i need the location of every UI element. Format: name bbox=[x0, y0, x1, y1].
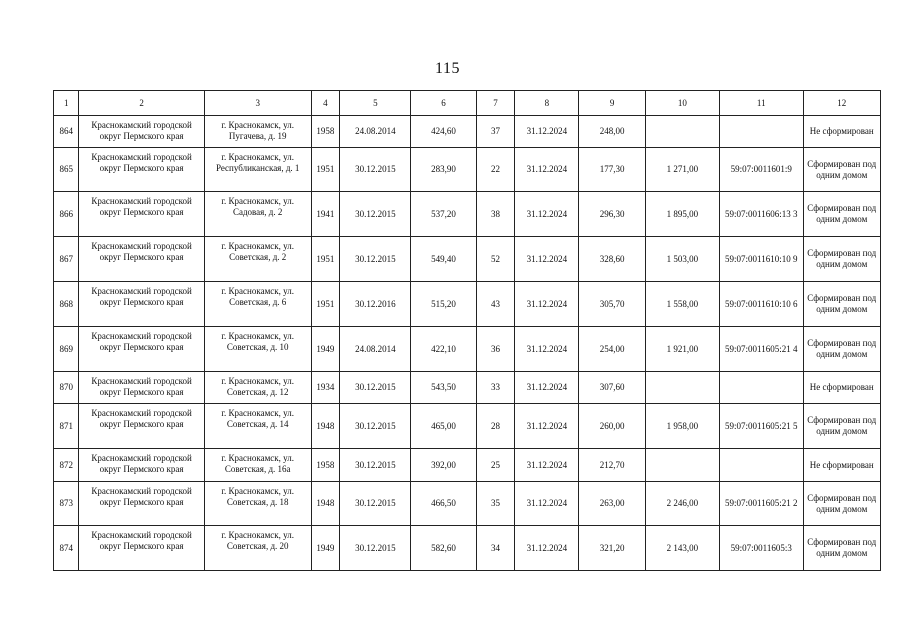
cadastral-number-cell: 59:07:0011610:10 6 bbox=[720, 282, 804, 327]
land-area-cell: 1 558,00 bbox=[645, 282, 719, 327]
address-cell: г. Краснокамск, ул. Советская, д. 20 bbox=[204, 526, 311, 571]
status-cell: Сформирован под одним домом bbox=[803, 282, 881, 327]
organization-cell: Краснокамский городской округ Пермского края bbox=[79, 282, 204, 327]
column-header: 2 bbox=[79, 91, 204, 116]
table-row bbox=[54, 482, 881, 526]
status-cell: Не сформирован bbox=[803, 116, 881, 148]
table-row bbox=[54, 449, 881, 482]
planned-date-cell: 31.12.2024 bbox=[515, 404, 579, 449]
date-cell: 30.12.2015 bbox=[340, 404, 411, 449]
area-cell: 543,50 bbox=[411, 372, 476, 404]
status-cell: Сформирован под одним домом bbox=[803, 327, 881, 372]
land-area-cell bbox=[645, 116, 719, 148]
column-header: 1 bbox=[54, 91, 79, 116]
date-cell: 30.12.2015 bbox=[340, 148, 411, 192]
year-built-cell: 1951 bbox=[311, 237, 340, 282]
land-area-cell: 1 921,00 bbox=[645, 327, 719, 372]
value-cell: 248,00 bbox=[579, 116, 645, 148]
count-cell: 37 bbox=[476, 116, 515, 148]
value-cell: 263,00 bbox=[579, 482, 645, 526]
planned-date-cell: 31.12.2024 bbox=[515, 449, 579, 482]
date-cell: 30.12.2015 bbox=[340, 192, 411, 237]
row-number-cell: 874 bbox=[54, 526, 79, 571]
land-area-cell: 1 895,00 bbox=[645, 192, 719, 237]
area-cell: 537,20 bbox=[411, 192, 476, 237]
cadastral-number-cell: 59:07:0011606:13 3 bbox=[720, 192, 804, 237]
planned-date-cell: 31.12.2024 bbox=[515, 192, 579, 237]
address-cell: г. Краснокамск, ул. Пугачева, д. 19 bbox=[204, 116, 311, 148]
land-area-cell: 1 503,00 bbox=[645, 237, 719, 282]
organization-cell: Краснокамский городской округ Пермского края bbox=[79, 192, 204, 237]
row-number-cell: 867 bbox=[54, 237, 79, 282]
row-number-cell: 872 bbox=[54, 449, 79, 482]
organization-cell: Краснокамский городской округ Пермского края bbox=[79, 237, 204, 282]
year-built-cell: 1951 bbox=[311, 148, 340, 192]
table-header-row bbox=[54, 91, 881, 116]
area-cell: 392,00 bbox=[411, 449, 476, 482]
table-row bbox=[54, 372, 881, 404]
table-row bbox=[54, 526, 881, 571]
row-number-cell: 866 bbox=[54, 192, 79, 237]
planned-date-cell: 31.12.2024 bbox=[515, 482, 579, 526]
cadastral-number-cell: 59:07:0011610:10 9 bbox=[720, 237, 804, 282]
value-cell: 254,00 bbox=[579, 327, 645, 372]
count-cell: 38 bbox=[476, 192, 515, 237]
cadastral-number-cell: 59:07:0011605:21 5 bbox=[720, 404, 804, 449]
area-cell: 466,50 bbox=[411, 482, 476, 526]
page-number: 115 bbox=[435, 60, 460, 77]
address-cell: г. Краснокамск, ул. Советская, д. 2 bbox=[204, 237, 311, 282]
land-area-cell: 1 958,00 bbox=[645, 404, 719, 449]
year-built-cell: 1941 bbox=[311, 192, 340, 237]
date-cell: 30.12.2015 bbox=[340, 372, 411, 404]
table-row bbox=[54, 116, 881, 148]
year-built-cell: 1958 bbox=[311, 449, 340, 482]
count-cell: 25 bbox=[476, 449, 515, 482]
status-cell: Сформирован под одним домом bbox=[803, 482, 881, 526]
value-cell: 307,60 bbox=[579, 372, 645, 404]
organization-cell: Краснокамский городской округ Пермского края bbox=[79, 148, 204, 192]
area-cell: 422,10 bbox=[411, 327, 476, 372]
value-cell: 212,70 bbox=[579, 449, 645, 482]
column-header: 11 bbox=[720, 91, 804, 116]
column-header: 10 bbox=[645, 91, 719, 116]
land-area-cell bbox=[645, 449, 719, 482]
cadastral-number-cell bbox=[720, 372, 804, 404]
table-row bbox=[54, 404, 881, 449]
date-cell: 30.12.2015 bbox=[340, 526, 411, 571]
area-cell: 283,90 bbox=[411, 148, 476, 192]
land-area-cell: 2 246,00 bbox=[645, 482, 719, 526]
column-header: 3 bbox=[204, 91, 311, 116]
address-cell: г. Краснокамск, ул. Советская, д. 18 bbox=[204, 482, 311, 526]
table-row bbox=[54, 148, 881, 192]
date-cell: 30.12.2015 bbox=[340, 237, 411, 282]
year-built-cell: 1949 bbox=[311, 327, 340, 372]
year-built-cell: 1949 bbox=[311, 526, 340, 571]
planned-date-cell: 31.12.2024 bbox=[515, 526, 579, 571]
address-cell: г. Краснокамск, ул. Советская, д. 6 bbox=[204, 282, 311, 327]
row-number-cell: 869 bbox=[54, 327, 79, 372]
status-cell: Сформирован под одним домом bbox=[803, 237, 881, 282]
count-cell: 52 bbox=[476, 237, 515, 282]
table-row bbox=[54, 327, 881, 372]
address-cell: г. Краснокамск, ул. Республиканская, д. 1 bbox=[204, 148, 311, 192]
area-cell: 515,20 bbox=[411, 282, 476, 327]
date-cell: 30.12.2015 bbox=[340, 482, 411, 526]
area-cell: 465,00 bbox=[411, 404, 476, 449]
year-built-cell: 1951 bbox=[311, 282, 340, 327]
count-cell: 35 bbox=[476, 482, 515, 526]
column-header: 8 bbox=[515, 91, 579, 116]
column-header: 9 bbox=[579, 91, 645, 116]
organization-cell: Краснокамский городской округ Пермского края bbox=[79, 449, 204, 482]
cadastral-number-cell: 59:07:0011605:21 2 bbox=[720, 482, 804, 526]
count-cell: 33 bbox=[476, 372, 515, 404]
organization-cell: Краснокамский городской округ Пермского края bbox=[79, 327, 204, 372]
area-cell: 424,60 bbox=[411, 116, 476, 148]
organization-cell: Краснокамский городской округ Пермского края bbox=[79, 526, 204, 571]
column-header: 5 bbox=[340, 91, 411, 116]
status-cell: Сформирован под одним домом bbox=[803, 148, 881, 192]
status-cell: Сформирован под одним домом bbox=[803, 192, 881, 237]
date-cell: 24.08.2014 bbox=[340, 327, 411, 372]
count-cell: 28 bbox=[476, 404, 515, 449]
planned-date-cell: 31.12.2024 bbox=[515, 148, 579, 192]
organization-cell: Краснокамский городской округ Пермского края bbox=[79, 404, 204, 449]
housing-register-table bbox=[53, 90, 881, 571]
count-cell: 34 bbox=[476, 526, 515, 571]
year-built-cell: 1958 bbox=[311, 116, 340, 148]
value-cell: 321,20 bbox=[579, 526, 645, 571]
address-cell: г. Краснокамск, ул. Советская, д. 14 bbox=[204, 404, 311, 449]
status-cell: Не сформирован bbox=[803, 449, 881, 482]
status-cell: Сформирован под одним домом bbox=[803, 404, 881, 449]
address-cell: г. Краснокамск, ул. Советская, д. 16а bbox=[204, 449, 311, 482]
table-row bbox=[54, 192, 881, 237]
cadastral-number-cell bbox=[720, 449, 804, 482]
land-area-cell: 2 143,00 bbox=[645, 526, 719, 571]
row-number-cell: 865 bbox=[54, 148, 79, 192]
organization-cell: Краснокамский городской округ Пермского края bbox=[79, 482, 204, 526]
year-built-cell: 1934 bbox=[311, 372, 340, 404]
value-cell: 260,00 bbox=[579, 404, 645, 449]
planned-date-cell: 31.12.2024 bbox=[515, 327, 579, 372]
value-cell: 296,30 bbox=[579, 192, 645, 237]
date-cell: 24.08.2014 bbox=[340, 116, 411, 148]
column-header: 7 bbox=[476, 91, 515, 116]
table-row bbox=[54, 237, 881, 282]
status-cell: Сформирован под одним домом bbox=[803, 526, 881, 571]
planned-date-cell: 31.12.2024 bbox=[515, 372, 579, 404]
row-number-cell: 868 bbox=[54, 282, 79, 327]
organization-cell: Краснокамский городской округ Пермского края bbox=[79, 372, 204, 404]
year-built-cell: 1948 bbox=[311, 482, 340, 526]
year-built-cell: 1948 bbox=[311, 404, 340, 449]
column-header: 12 bbox=[803, 91, 881, 116]
date-cell: 30.12.2015 bbox=[340, 449, 411, 482]
count-cell: 36 bbox=[476, 327, 515, 372]
land-area-cell bbox=[645, 372, 719, 404]
row-number-cell: 864 bbox=[54, 116, 79, 148]
planned-date-cell: 31.12.2024 bbox=[515, 282, 579, 327]
address-cell: г. Краснокамск, ул. Садовая, д. 2 bbox=[204, 192, 311, 237]
area-cell: 549,40 bbox=[411, 237, 476, 282]
cadastral-number-cell: 59:07:0011605:21 4 bbox=[720, 327, 804, 372]
cadastral-number-cell: 59:07:0011605:3 bbox=[720, 526, 804, 571]
value-cell: 328,60 bbox=[579, 237, 645, 282]
row-number-cell: 871 bbox=[54, 404, 79, 449]
count-cell: 43 bbox=[476, 282, 515, 327]
address-cell: г. Краснокамск, ул. Советская, д. 10 bbox=[204, 327, 311, 372]
planned-date-cell: 31.12.2024 bbox=[515, 237, 579, 282]
land-area-cell: 1 271,00 bbox=[645, 148, 719, 192]
value-cell: 305,70 bbox=[579, 282, 645, 327]
organization-cell: Краснокамский городской округ Пермского края bbox=[79, 116, 204, 148]
table-row bbox=[54, 282, 881, 327]
value-cell: 177,30 bbox=[579, 148, 645, 192]
date-cell: 30.12.2016 bbox=[340, 282, 411, 327]
status-cell: Не сформирован bbox=[803, 372, 881, 404]
column-header: 4 bbox=[311, 91, 340, 116]
address-cell: г. Краснокамск, ул. Советская, д. 12 bbox=[204, 372, 311, 404]
planned-date-cell: 31.12.2024 bbox=[515, 116, 579, 148]
area-cell: 582,60 bbox=[411, 526, 476, 571]
count-cell: 22 bbox=[476, 148, 515, 192]
column-header: 6 bbox=[411, 91, 476, 116]
cadastral-number-cell bbox=[720, 116, 804, 148]
row-number-cell: 870 bbox=[54, 372, 79, 404]
row-number-cell: 873 bbox=[54, 482, 79, 526]
cadastral-number-cell: 59:07:0011601:9 bbox=[720, 148, 804, 192]
